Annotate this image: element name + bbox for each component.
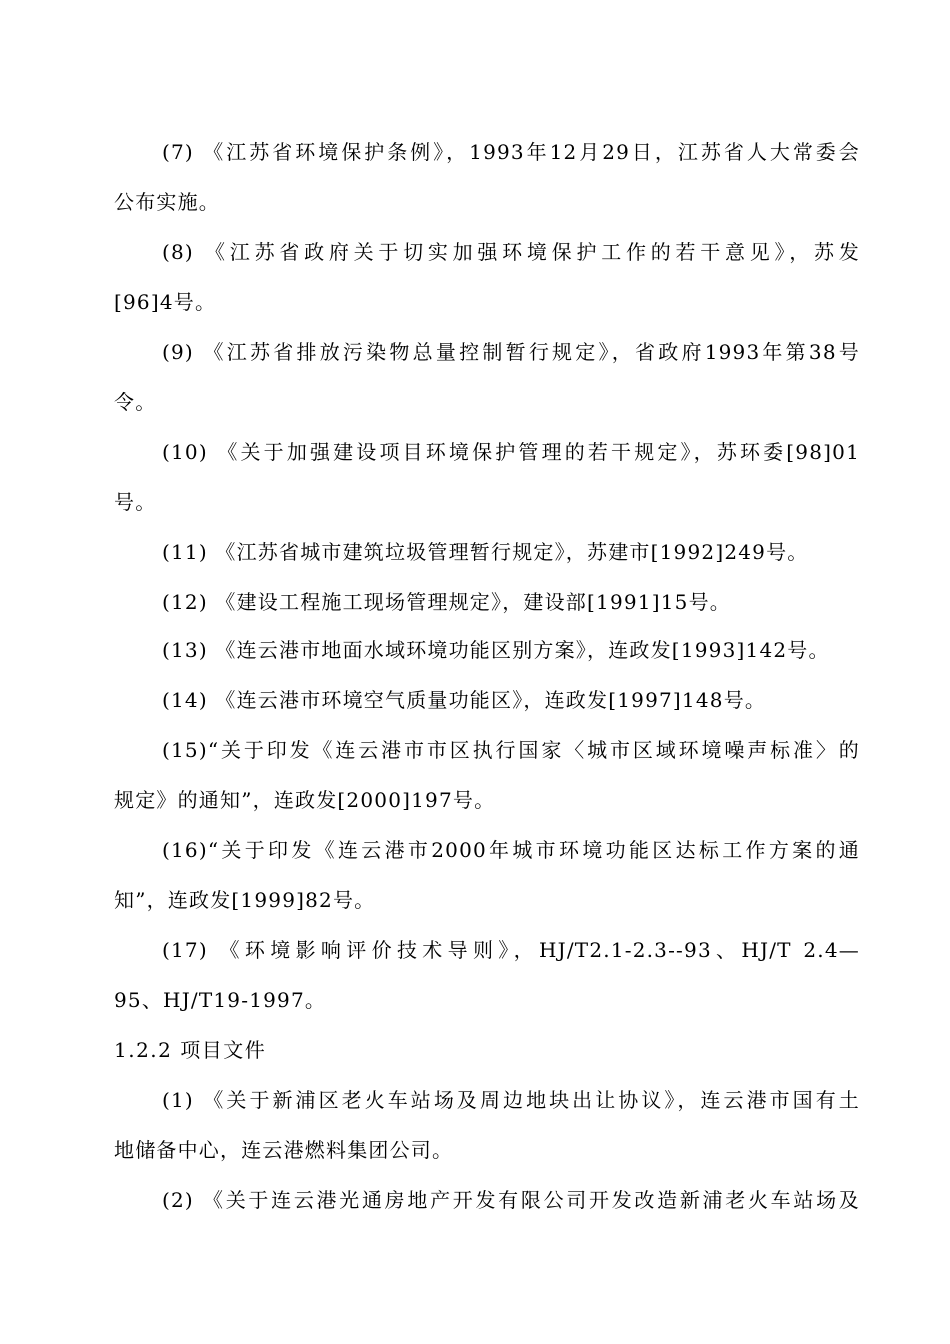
project-item-1-line-2: 地储备中心，连云港燃料集团公司。 <box>114 1138 454 1162</box>
item-9-line-1: (9) 《江苏省排放污染物总量控制暂行规定》，省政府1993年第38号 <box>162 340 860 364</box>
item-9-line-2: 令。 <box>114 390 157 414</box>
section-heading-project-documents: 1.2.2 项目文件 <box>114 1038 267 1062</box>
item-8-line-1: (8) 《江苏省政府关于切实加强环境保护工作的若干意见》，苏发 <box>162 240 860 264</box>
project-item-2-line-1: (2) 《关于连云港光通房地产开发有限公司开发改造新浦老火车站场及 <box>162 1188 860 1212</box>
item-11-line: (11) 《江苏省城市建筑垃圾管理暂行规定》，苏建市[1992]249号。 <box>162 540 809 564</box>
item-10-line-1: (10) 《关于加强建设项目环境保护管理的若干规定》，苏环委[98]01 <box>162 440 860 464</box>
item-13-line: (13) 《连云港市地面水域环境功能区别方案》，连政发[1993]142号。 <box>162 638 830 662</box>
item-16-line-2: 知”，连政发[1999]82号。 <box>114 888 376 912</box>
item-14-line: (14) 《连云港市环境空气质量功能区》，连政发[1997]148号。 <box>162 688 767 712</box>
item-7-line-2: 公布实施。 <box>114 190 220 214</box>
item-16-line-1: (16)“关于印发《连云港市2000年城市环境功能区达标工作方案的通 <box>162 838 860 862</box>
item-17-line-2: 95、HJ/T19-1997。 <box>114 988 327 1012</box>
project-item-1-line-1: (1) 《关于新浦区老火车站场及周边地块出让协议》，连云港市国有土 <box>162 1088 860 1112</box>
item-12-line: (12) 《建设工程施工现场管理规定》，建设部[1991]15号。 <box>162 590 731 614</box>
item-15-line-2: 规定》的通知”，连政发[2000]197号。 <box>114 788 496 812</box>
item-8-line-2: [96]4号。 <box>114 290 217 314</box>
item-7-line-1: (7) 《江苏省环境保护条例》，1993年12月29日，江苏省人大常委会 <box>162 140 860 164</box>
item-15-line-1: (15)“关于印发《连云港市市区执行国家〈城市区域环境噪声标准〉的 <box>162 738 860 762</box>
item-10-line-2: 号。 <box>114 490 157 514</box>
item-17-line-1: (17) 《环境影响评价技术导则》，HJ/T2.1-2.3--93、HJ/T 2.4— <box>162 938 860 962</box>
